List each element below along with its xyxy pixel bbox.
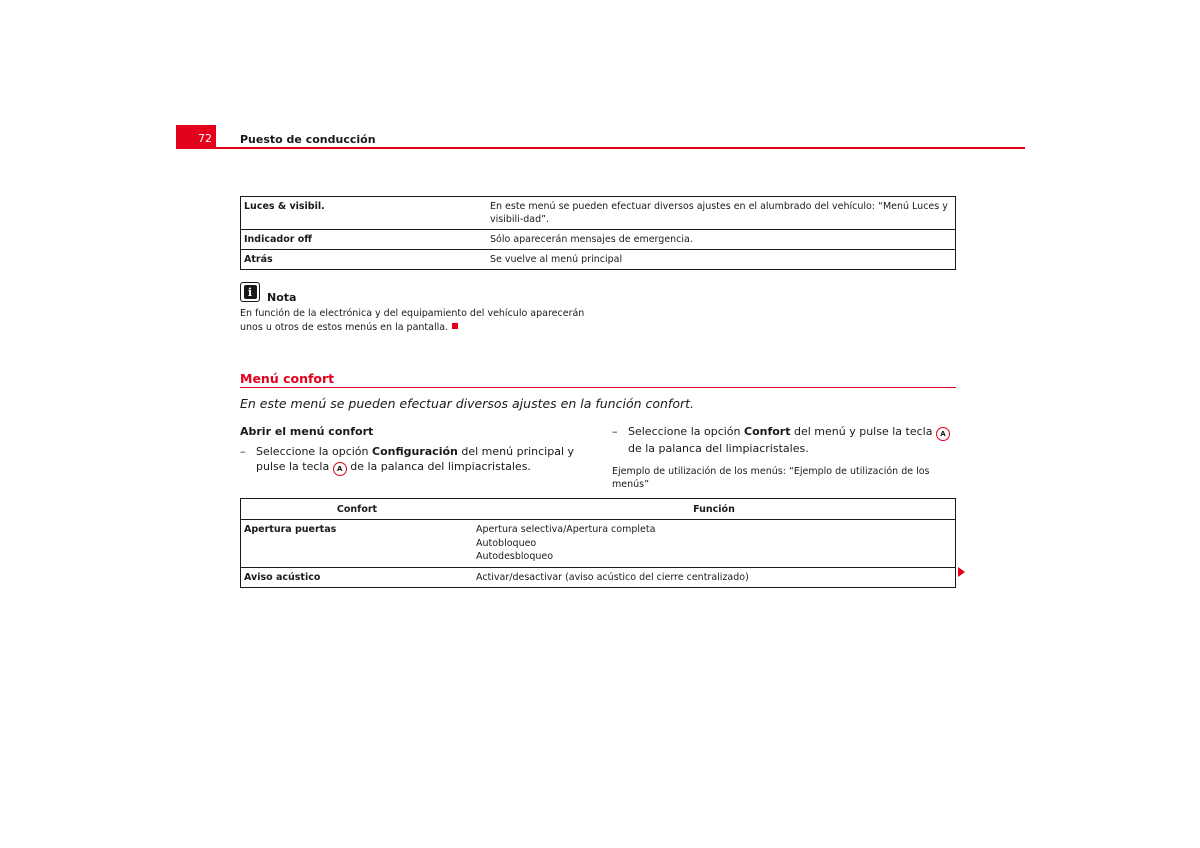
- menu-description-cell: En este menú se pueden efectuar diversos ajustes en el alumbrado del vehículo: “Menú Luces y visibili-dad”.: [490, 201, 948, 225]
- header-rule: [176, 147, 1025, 149]
- section-intro: En este menú se pueden efectuar diversos ajustes en la función confort.: [240, 396, 694, 411]
- menu-option-cell: Atrás: [241, 250, 488, 270]
- confort-function-cell: Activar/desactivar (aviso acústico del cierre centralizado): [473, 567, 956, 587]
- dash-bullet: –: [240, 445, 246, 458]
- menu-description-cell: Sólo aparecerán mensajes de emergencia.: [487, 230, 956, 250]
- menu-option-cell: Luces & visibil.: [244, 201, 325, 212]
- instructions-right-column: [612, 424, 957, 491]
- info-icon: i: [240, 282, 260, 302]
- running-head: Puesto de conducción: [240, 133, 376, 146]
- instruction-step: – Seleccione la opción Configuración del menú principal y pulse la tecla A de la palanca del limpiacristales.: [240, 444, 590, 476]
- table-row: [241, 567, 956, 587]
- table-row: [241, 197, 956, 230]
- section-title: Menú confort: [240, 371, 335, 386]
- page-number: 72: [176, 125, 216, 148]
- confort-table: [240, 498, 956, 588]
- table-header-row: [241, 499, 956, 520]
- dash-bullet: –: [612, 425, 618, 438]
- column-header: Confort: [336, 504, 378, 515]
- instructions-left-column: [240, 424, 590, 476]
- table-row: [241, 250, 956, 270]
- instruction-step: – Seleccione la opción Confort del menú y pulse la tecla A de la palanca del limpiacristales.: [612, 424, 957, 456]
- confort-option-cell: Apertura puertas: [241, 520, 474, 568]
- key-a-icon: A: [936, 427, 950, 441]
- continue-arrow-icon: [958, 567, 965, 577]
- table-row: [241, 520, 956, 568]
- confort-function-cell: Apertura selectiva/Apertura completa Autobloqueo Autodesbloqueo: [473, 520, 956, 568]
- cross-reference: Ejemplo de utilización de los menús: “Ejemplo de utilización de los menús”: [612, 466, 930, 490]
- note-text: En función de la electrónica y del equipamiento del vehículo aparecerán unos u otros de estos menús en la pantalla.: [240, 308, 585, 333]
- menu-description-cell: Se vuelve al menú principal: [487, 250, 956, 270]
- menu-options-table: [240, 196, 956, 270]
- note-title: Nota: [267, 291, 297, 304]
- table-row: [241, 230, 956, 250]
- column-header: Función: [693, 504, 735, 515]
- key-a-icon: A: [333, 462, 347, 476]
- menu-option-cell: Indicador off: [241, 230, 488, 250]
- end-of-section-icon: [452, 323, 458, 329]
- confort-option-cell: Aviso acústico: [241, 567, 474, 587]
- section-rule: [240, 387, 956, 388]
- instructions-heading: Abrir el menú confort: [240, 425, 374, 438]
